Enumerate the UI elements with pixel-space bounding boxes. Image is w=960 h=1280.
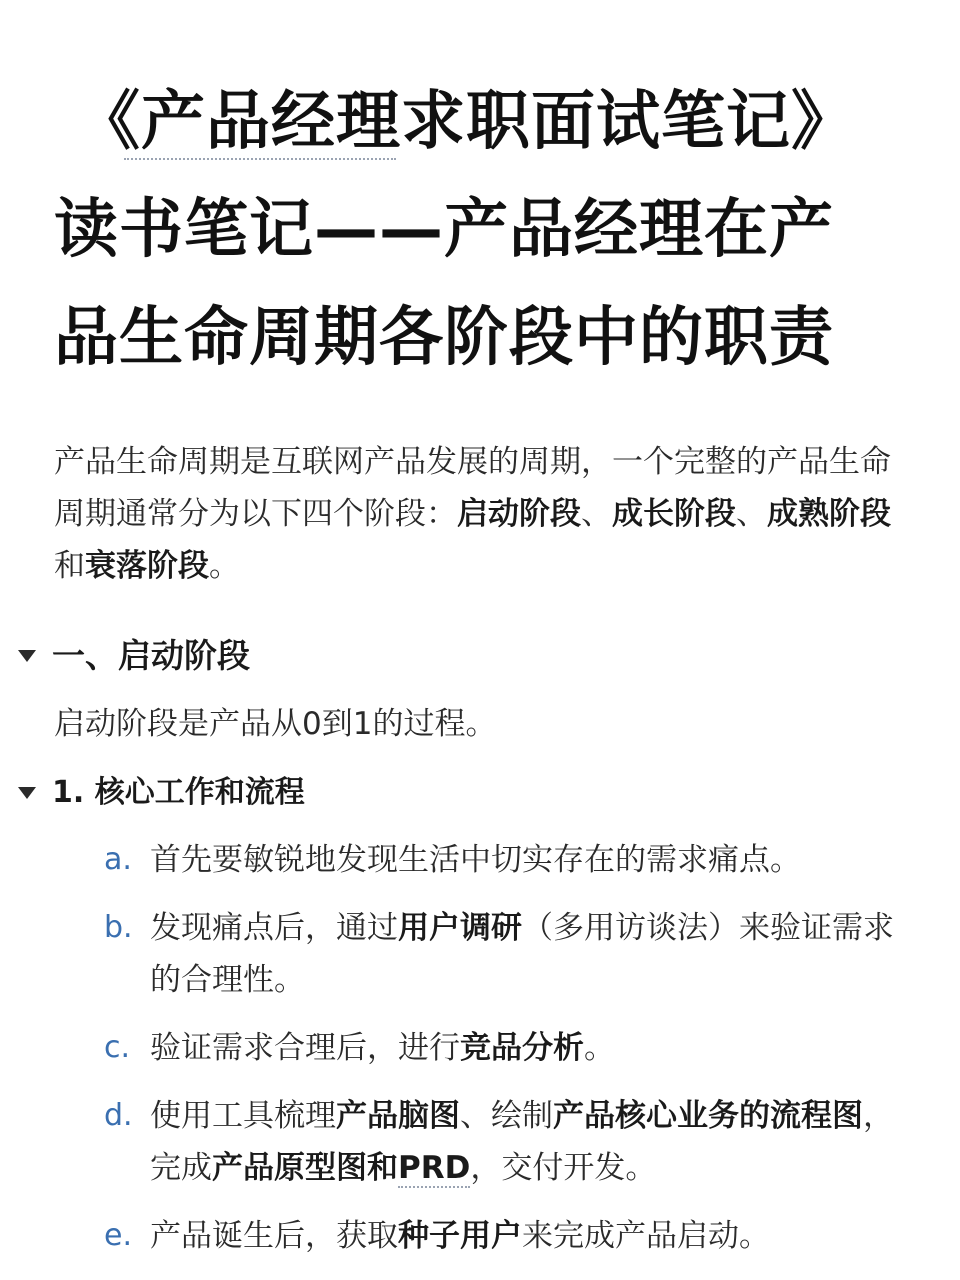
collapse-caret-icon[interactable]: [18, 787, 36, 799]
list-item: [0, 1090, 900, 1194]
list-item-text: ，交付开发。: [470, 1150, 657, 1186]
list-item-bold: 产品脑图: [336, 1098, 460, 1134]
title-line-1: 《产品经理求职面试笔记》: [76, 85, 856, 159]
list-item: [0, 1022, 900, 1074]
list-item-bold: 竞品分析: [460, 1030, 584, 1066]
core-work-list: [0, 834, 960, 1278]
section-description: 启动阶段是产品从0到1的过程。: [54, 706, 497, 742]
list-item-bold: 用户调研: [398, 910, 522, 946]
list-item-text: 产品诞生后，获取: [150, 1218, 398, 1254]
list-item-text: 、绘制: [460, 1098, 553, 1134]
title-line-2: 读书笔记——产品经理在产: [54, 193, 834, 267]
list-item-text: （多用访谈法）来验证需求的合理性。: [150, 910, 894, 998]
list-item-text: 首先要敏锐地发现生活中切实存在的需求痛点。: [150, 842, 801, 878]
intro-separator: 、: [736, 496, 767, 532]
list-item-text: 验证需求合理后，进行: [150, 1030, 460, 1066]
article-title: [54, 68, 914, 392]
list-item-text: 来完成产品启动。: [522, 1218, 770, 1254]
list-item-bold: 产品核心业务的流程图: [553, 1098, 863, 1134]
section-heading-startup[interactable]: [18, 630, 250, 682]
list-item-bold: 产品原型图和: [212, 1150, 398, 1186]
intro-separator: 、: [581, 496, 612, 532]
title-link-underline[interactable]: [124, 158, 396, 160]
intro-text: 产品生命周期是互联网产品发展的周期，一个完整的产品生命周期通常分为以下四个阶段：: [54, 444, 891, 532]
intro-conjunction: 和: [54, 548, 85, 584]
list-marker: d.: [104, 1098, 133, 1133]
intro-bold-stage-3: 成熟阶段: [767, 496, 891, 532]
list-item-text: 发现痛点后，通过: [150, 910, 398, 946]
list-item: [0, 902, 900, 1006]
intro-paragraph: [54, 436, 914, 592]
list-item-text: 使用工具梳理: [150, 1098, 336, 1134]
list-marker: e.: [104, 1218, 132, 1253]
prd-link[interactable]: PRD: [398, 1150, 471, 1186]
section-heading-text: 一、启动阶段: [52, 636, 250, 675]
list-item: [0, 1210, 900, 1262]
intro-bold-stage-1: 启动阶段: [457, 496, 581, 532]
intro-period: 。: [209, 548, 240, 584]
list-marker: a.: [104, 842, 132, 877]
list-item-text: 。: [584, 1030, 615, 1066]
list-marker: b.: [104, 910, 133, 945]
intro-bold-stage-4: 衰落阶段: [85, 548, 209, 584]
title-line-3: 品生命周期各阶段中的职责: [54, 301, 834, 375]
collapse-caret-icon[interactable]: [18, 650, 36, 662]
subsection-heading-core-work[interactable]: [18, 770, 305, 816]
list-item-bold: 种子用户: [398, 1218, 522, 1254]
intro-bold-stage-2: 成长阶段: [612, 496, 736, 532]
list-marker: c.: [104, 1030, 131, 1065]
list-item: [0, 834, 900, 886]
subsection-heading-text: 1. 核心工作和流程: [52, 775, 305, 810]
list-item-text: ，完成: [150, 1098, 894, 1186]
